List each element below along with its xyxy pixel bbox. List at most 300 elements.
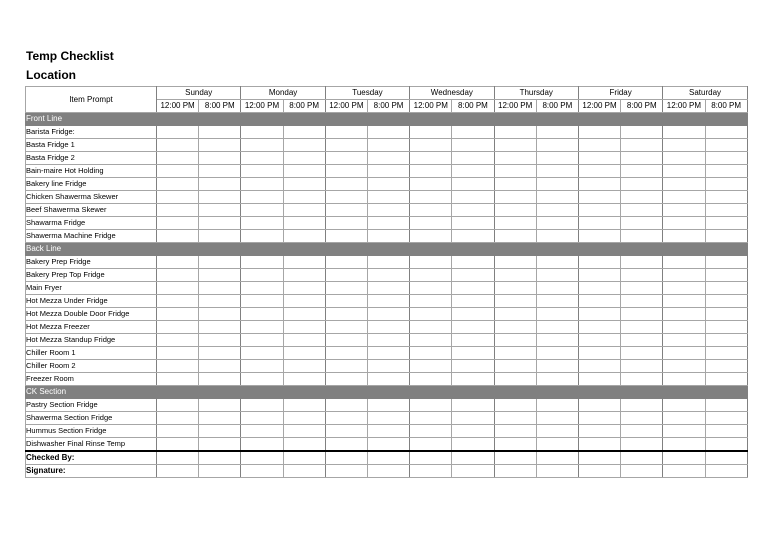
temp-entry-cell[interactable]: [199, 204, 241, 217]
temp-entry-cell[interactable]: [241, 425, 283, 438]
temp-entry-cell[interactable]: [621, 230, 663, 243]
temp-entry-cell[interactable]: [325, 308, 367, 321]
temp-entry-cell[interactable]: [367, 399, 409, 412]
temp-entry-cell[interactable]: [199, 347, 241, 360]
temp-entry-cell[interactable]: [367, 152, 409, 165]
temp-entry-cell[interactable]: [367, 230, 409, 243]
temp-entry-cell[interactable]: [621, 191, 663, 204]
temp-entry-cell[interactable]: [199, 321, 241, 334]
temp-entry-cell[interactable]: [536, 139, 578, 152]
temp-entry-cell[interactable]: [367, 347, 409, 360]
temp-entry-cell[interactable]: [241, 334, 283, 347]
temp-entry-cell[interactable]: [536, 451, 578, 465]
temp-entry-cell[interactable]: [325, 165, 367, 178]
temp-entry-cell[interactable]: [410, 412, 452, 425]
temp-entry-cell[interactable]: [621, 204, 663, 217]
temp-entry-cell[interactable]: [663, 191, 705, 204]
temp-entry-cell[interactable]: [578, 295, 620, 308]
temp-entry-cell[interactable]: [199, 308, 241, 321]
temp-entry-cell[interactable]: [283, 204, 325, 217]
temp-entry-cell[interactable]: [705, 178, 747, 191]
temp-entry-cell[interactable]: [494, 152, 536, 165]
temp-entry-cell[interactable]: [663, 425, 705, 438]
temp-entry-cell[interactable]: [410, 321, 452, 334]
temp-entry-cell[interactable]: [494, 451, 536, 465]
temp-entry-cell[interactable]: [663, 230, 705, 243]
temp-entry-cell[interactable]: [367, 321, 409, 334]
temp-entry-cell[interactable]: [199, 438, 241, 452]
temp-entry-cell[interactable]: [157, 152, 199, 165]
temp-entry-cell[interactable]: [536, 347, 578, 360]
temp-entry-cell[interactable]: [663, 204, 705, 217]
temp-entry-cell[interactable]: [536, 465, 578, 478]
temp-entry-cell[interactable]: [325, 412, 367, 425]
temp-entry-cell[interactable]: [452, 308, 494, 321]
temp-entry-cell[interactable]: [410, 360, 452, 373]
temp-entry-cell[interactable]: [494, 347, 536, 360]
temp-entry-cell[interactable]: [157, 360, 199, 373]
temp-entry-cell[interactable]: [494, 139, 536, 152]
temp-entry-cell[interactable]: [494, 282, 536, 295]
temp-entry-cell[interactable]: [410, 230, 452, 243]
temp-entry-cell[interactable]: [157, 373, 199, 386]
temp-entry-cell[interactable]: [410, 308, 452, 321]
temp-entry-cell[interactable]: [199, 360, 241, 373]
temp-entry-cell[interactable]: [578, 308, 620, 321]
temp-entry-cell[interactable]: [367, 412, 409, 425]
temp-entry-cell[interactable]: [367, 295, 409, 308]
temp-entry-cell[interactable]: [241, 412, 283, 425]
temp-entry-cell[interactable]: [325, 295, 367, 308]
temp-entry-cell[interactable]: [621, 412, 663, 425]
temp-entry-cell[interactable]: [578, 321, 620, 334]
temp-entry-cell[interactable]: [367, 425, 409, 438]
temp-entry-cell[interactable]: [621, 360, 663, 373]
temp-entry-cell[interactable]: [410, 399, 452, 412]
temp-entry-cell[interactable]: [157, 438, 199, 452]
temp-entry-cell[interactable]: [199, 230, 241, 243]
temp-entry-cell[interactable]: [663, 256, 705, 269]
temp-entry-cell[interactable]: [241, 165, 283, 178]
temp-entry-cell[interactable]: [410, 373, 452, 386]
temp-entry-cell[interactable]: [452, 360, 494, 373]
temp-entry-cell[interactable]: [705, 399, 747, 412]
temp-entry-cell[interactable]: [241, 360, 283, 373]
temp-entry-cell[interactable]: [325, 425, 367, 438]
temp-entry-cell[interactable]: [157, 126, 199, 139]
temp-entry-cell[interactable]: [578, 438, 620, 452]
temp-entry-cell[interactable]: [578, 360, 620, 373]
temp-entry-cell[interactable]: [705, 438, 747, 452]
temp-entry-cell[interactable]: [536, 256, 578, 269]
temp-entry-cell[interactable]: [705, 139, 747, 152]
temp-entry-cell[interactable]: [367, 451, 409, 465]
temp-entry-cell[interactable]: [536, 126, 578, 139]
temp-entry-cell[interactable]: [199, 451, 241, 465]
temp-entry-cell[interactable]: [157, 178, 199, 191]
temp-entry-cell[interactable]: [199, 126, 241, 139]
temp-entry-cell[interactable]: [536, 373, 578, 386]
temp-entry-cell[interactable]: [578, 126, 620, 139]
temp-entry-cell[interactable]: [199, 217, 241, 230]
temp-entry-cell[interactable]: [578, 334, 620, 347]
temp-entry-cell[interactable]: [325, 204, 367, 217]
temp-entry-cell[interactable]: [705, 412, 747, 425]
temp-entry-cell[interactable]: [410, 425, 452, 438]
temp-entry-cell[interactable]: [452, 465, 494, 478]
temp-entry-cell[interactable]: [578, 204, 620, 217]
temp-entry-cell[interactable]: [410, 347, 452, 360]
temp-entry-cell[interactable]: [199, 425, 241, 438]
temp-entry-cell[interactable]: [494, 360, 536, 373]
temp-entry-cell[interactable]: [705, 152, 747, 165]
temp-entry-cell[interactable]: [621, 126, 663, 139]
temp-entry-cell[interactable]: [663, 308, 705, 321]
temp-entry-cell[interactable]: [705, 451, 747, 465]
temp-entry-cell[interactable]: [452, 126, 494, 139]
temp-entry-cell[interactable]: [241, 178, 283, 191]
temp-entry-cell[interactable]: [494, 165, 536, 178]
temp-entry-cell[interactable]: [663, 465, 705, 478]
temp-entry-cell[interactable]: [452, 152, 494, 165]
temp-entry-cell[interactable]: [157, 451, 199, 465]
temp-entry-cell[interactable]: [578, 152, 620, 165]
temp-entry-cell[interactable]: [241, 347, 283, 360]
temp-entry-cell[interactable]: [241, 204, 283, 217]
temp-entry-cell[interactable]: [157, 308, 199, 321]
temp-entry-cell[interactable]: [452, 321, 494, 334]
temp-entry-cell[interactable]: [199, 295, 241, 308]
temp-entry-cell[interactable]: [367, 373, 409, 386]
temp-entry-cell[interactable]: [663, 412, 705, 425]
temp-entry-cell[interactable]: [452, 269, 494, 282]
temp-entry-cell[interactable]: [241, 308, 283, 321]
temp-entry-cell[interactable]: [325, 139, 367, 152]
temp-entry-cell[interactable]: [283, 139, 325, 152]
temp-entry-cell[interactable]: [494, 334, 536, 347]
temp-entry-cell[interactable]: [241, 230, 283, 243]
temp-entry-cell[interactable]: [241, 139, 283, 152]
temp-entry-cell[interactable]: [705, 217, 747, 230]
temp-entry-cell[interactable]: [705, 373, 747, 386]
temp-entry-cell[interactable]: [452, 399, 494, 412]
temp-entry-cell[interactable]: [157, 269, 199, 282]
temp-entry-cell[interactable]: [578, 399, 620, 412]
temp-entry-cell[interactable]: [241, 126, 283, 139]
temp-entry-cell[interactable]: [367, 256, 409, 269]
temp-entry-cell[interactable]: [410, 165, 452, 178]
temp-entry-cell[interactable]: [705, 295, 747, 308]
temp-entry-cell[interactable]: [452, 425, 494, 438]
temp-entry-cell[interactable]: [494, 321, 536, 334]
temp-entry-cell[interactable]: [283, 126, 325, 139]
temp-entry-cell[interactable]: [199, 269, 241, 282]
temp-entry-cell[interactable]: [283, 334, 325, 347]
temp-entry-cell[interactable]: [621, 321, 663, 334]
temp-entry-cell[interactable]: [410, 126, 452, 139]
temp-entry-cell[interactable]: [494, 269, 536, 282]
temp-entry-cell[interactable]: [325, 465, 367, 478]
temp-entry-cell[interactable]: [705, 425, 747, 438]
temp-entry-cell[interactable]: [621, 334, 663, 347]
temp-entry-cell[interactable]: [199, 334, 241, 347]
temp-entry-cell[interactable]: [325, 152, 367, 165]
temp-entry-cell[interactable]: [536, 178, 578, 191]
temp-entry-cell[interactable]: [621, 295, 663, 308]
temp-entry-cell[interactable]: [536, 217, 578, 230]
temp-entry-cell[interactable]: [494, 438, 536, 452]
temp-entry-cell[interactable]: [325, 334, 367, 347]
temp-entry-cell[interactable]: [494, 256, 536, 269]
temp-entry-cell[interactable]: [494, 230, 536, 243]
temp-entry-cell[interactable]: [663, 152, 705, 165]
temp-entry-cell[interactable]: [452, 334, 494, 347]
temp-entry-cell[interactable]: [536, 308, 578, 321]
temp-entry-cell[interactable]: [705, 126, 747, 139]
temp-entry-cell[interactable]: [283, 425, 325, 438]
temp-entry-cell[interactable]: [157, 425, 199, 438]
temp-entry-cell[interactable]: [157, 321, 199, 334]
temp-entry-cell[interactable]: [705, 191, 747, 204]
temp-entry-cell[interactable]: [325, 178, 367, 191]
temp-entry-cell[interactable]: [578, 139, 620, 152]
temp-entry-cell[interactable]: [663, 373, 705, 386]
temp-entry-cell[interactable]: [241, 191, 283, 204]
temp-entry-cell[interactable]: [367, 139, 409, 152]
temp-entry-cell[interactable]: [325, 191, 367, 204]
temp-entry-cell[interactable]: [283, 217, 325, 230]
temp-entry-cell[interactable]: [199, 465, 241, 478]
temp-entry-cell[interactable]: [536, 438, 578, 452]
temp-entry-cell[interactable]: [621, 308, 663, 321]
temp-entry-cell[interactable]: [705, 269, 747, 282]
temp-entry-cell[interactable]: [663, 451, 705, 465]
temp-entry-cell[interactable]: [578, 282, 620, 295]
temp-entry-cell[interactable]: [283, 438, 325, 452]
temp-entry-cell[interactable]: [578, 217, 620, 230]
temp-entry-cell[interactable]: [199, 282, 241, 295]
temp-entry-cell[interactable]: [621, 256, 663, 269]
temp-entry-cell[interactable]: [367, 178, 409, 191]
temp-entry-cell[interactable]: [663, 347, 705, 360]
temp-entry-cell[interactable]: [705, 321, 747, 334]
temp-entry-cell[interactable]: [536, 230, 578, 243]
temp-entry-cell[interactable]: [367, 282, 409, 295]
temp-entry-cell[interactable]: [157, 347, 199, 360]
temp-entry-cell[interactable]: [452, 230, 494, 243]
temp-entry-cell[interactable]: [663, 217, 705, 230]
temp-entry-cell[interactable]: [283, 165, 325, 178]
temp-entry-cell[interactable]: [494, 425, 536, 438]
temp-entry-cell[interactable]: [494, 399, 536, 412]
temp-entry-cell[interactable]: [367, 360, 409, 373]
temp-entry-cell[interactable]: [157, 465, 199, 478]
temp-entry-cell[interactable]: [621, 269, 663, 282]
temp-entry-cell[interactable]: [241, 256, 283, 269]
temp-entry-cell[interactable]: [199, 152, 241, 165]
temp-entry-cell[interactable]: [410, 191, 452, 204]
temp-entry-cell[interactable]: [663, 139, 705, 152]
temp-entry-cell[interactable]: [621, 217, 663, 230]
temp-entry-cell[interactable]: [536, 191, 578, 204]
temp-entry-cell[interactable]: [283, 152, 325, 165]
temp-entry-cell[interactable]: [325, 230, 367, 243]
temp-entry-cell[interactable]: [452, 217, 494, 230]
temp-entry-cell[interactable]: [283, 373, 325, 386]
temp-entry-cell[interactable]: [663, 438, 705, 452]
temp-entry-cell[interactable]: [283, 465, 325, 478]
temp-entry-cell[interactable]: [241, 399, 283, 412]
temp-entry-cell[interactable]: [199, 412, 241, 425]
temp-entry-cell[interactable]: [241, 373, 283, 386]
temp-entry-cell[interactable]: [705, 360, 747, 373]
temp-entry-cell[interactable]: [494, 178, 536, 191]
temp-entry-cell[interactable]: [452, 191, 494, 204]
temp-entry-cell[interactable]: [705, 334, 747, 347]
temp-entry-cell[interactable]: [621, 152, 663, 165]
temp-entry-cell[interactable]: [367, 334, 409, 347]
temp-entry-cell[interactable]: [621, 347, 663, 360]
temp-entry-cell[interactable]: [578, 230, 620, 243]
temp-entry-cell[interactable]: [452, 204, 494, 217]
temp-entry-cell[interactable]: [283, 412, 325, 425]
temp-entry-cell[interactable]: [283, 399, 325, 412]
temp-entry-cell[interactable]: [536, 269, 578, 282]
temp-entry-cell[interactable]: [283, 360, 325, 373]
temp-entry-cell[interactable]: [452, 347, 494, 360]
temp-entry-cell[interactable]: [578, 165, 620, 178]
temp-entry-cell[interactable]: [157, 230, 199, 243]
temp-entry-cell[interactable]: [325, 438, 367, 452]
temp-entry-cell[interactable]: [663, 126, 705, 139]
temp-entry-cell[interactable]: [325, 451, 367, 465]
temp-entry-cell[interactable]: [536, 425, 578, 438]
temp-entry-cell[interactable]: [157, 256, 199, 269]
temp-entry-cell[interactable]: [705, 282, 747, 295]
temp-entry-cell[interactable]: [157, 282, 199, 295]
temp-entry-cell[interactable]: [452, 295, 494, 308]
temp-entry-cell[interactable]: [452, 178, 494, 191]
temp-entry-cell[interactable]: [452, 412, 494, 425]
temp-entry-cell[interactable]: [410, 438, 452, 452]
temp-entry-cell[interactable]: [494, 295, 536, 308]
temp-entry-cell[interactable]: [536, 165, 578, 178]
temp-entry-cell[interactable]: [452, 373, 494, 386]
temp-entry-cell[interactable]: [621, 438, 663, 452]
temp-entry-cell[interactable]: [663, 399, 705, 412]
temp-entry-cell[interactable]: [325, 321, 367, 334]
temp-entry-cell[interactable]: [241, 217, 283, 230]
temp-entry-cell[interactable]: [283, 451, 325, 465]
temp-entry-cell[interactable]: [621, 399, 663, 412]
temp-entry-cell[interactable]: [705, 256, 747, 269]
temp-entry-cell[interactable]: [494, 126, 536, 139]
temp-entry-cell[interactable]: [410, 282, 452, 295]
temp-entry-cell[interactable]: [157, 399, 199, 412]
temp-entry-cell[interactable]: [494, 465, 536, 478]
temp-entry-cell[interactable]: [663, 282, 705, 295]
temp-entry-cell[interactable]: [705, 465, 747, 478]
temp-entry-cell[interactable]: [325, 399, 367, 412]
temp-entry-cell[interactable]: [199, 399, 241, 412]
temp-entry-cell[interactable]: [367, 217, 409, 230]
temp-entry-cell[interactable]: [536, 282, 578, 295]
temp-entry-cell[interactable]: [367, 269, 409, 282]
temp-entry-cell[interactable]: [536, 152, 578, 165]
temp-entry-cell[interactable]: [157, 295, 199, 308]
temp-entry-cell[interactable]: [157, 217, 199, 230]
temp-entry-cell[interactable]: [199, 165, 241, 178]
temp-entry-cell[interactable]: [241, 451, 283, 465]
temp-entry-cell[interactable]: [325, 269, 367, 282]
temp-entry-cell[interactable]: [325, 126, 367, 139]
temp-entry-cell[interactable]: [536, 399, 578, 412]
temp-entry-cell[interactable]: [578, 425, 620, 438]
temp-entry-cell[interactable]: [283, 282, 325, 295]
temp-entry-cell[interactable]: [410, 139, 452, 152]
temp-entry-cell[interactable]: [452, 165, 494, 178]
temp-entry-cell[interactable]: [283, 256, 325, 269]
temp-entry-cell[interactable]: [494, 373, 536, 386]
temp-entry-cell[interactable]: [241, 269, 283, 282]
temp-entry-cell[interactable]: [536, 334, 578, 347]
temp-entry-cell[interactable]: [494, 412, 536, 425]
temp-entry-cell[interactable]: [452, 451, 494, 465]
temp-entry-cell[interactable]: [621, 139, 663, 152]
temp-entry-cell[interactable]: [241, 465, 283, 478]
temp-entry-cell[interactable]: [621, 425, 663, 438]
temp-entry-cell[interactable]: [494, 204, 536, 217]
temp-entry-cell[interactable]: [663, 269, 705, 282]
temp-entry-cell[interactable]: [494, 308, 536, 321]
temp-entry-cell[interactable]: [663, 295, 705, 308]
temp-entry-cell[interactable]: [325, 217, 367, 230]
temp-entry-cell[interactable]: [578, 373, 620, 386]
temp-entry-cell[interactable]: [325, 282, 367, 295]
temp-entry-cell[interactable]: [452, 438, 494, 452]
temp-entry-cell[interactable]: [705, 308, 747, 321]
temp-entry-cell[interactable]: [241, 282, 283, 295]
temp-entry-cell[interactable]: [621, 465, 663, 478]
temp-entry-cell[interactable]: [199, 191, 241, 204]
temp-entry-cell[interactable]: [578, 269, 620, 282]
temp-entry-cell[interactable]: [410, 178, 452, 191]
temp-entry-cell[interactable]: [410, 269, 452, 282]
temp-entry-cell[interactable]: [536, 360, 578, 373]
temp-entry-cell[interactable]: [705, 204, 747, 217]
temp-entry-cell[interactable]: [536, 204, 578, 217]
temp-entry-cell[interactable]: [452, 139, 494, 152]
temp-entry-cell[interactable]: [705, 230, 747, 243]
temp-entry-cell[interactable]: [283, 347, 325, 360]
temp-entry-cell[interactable]: [663, 321, 705, 334]
temp-entry-cell[interactable]: [410, 451, 452, 465]
temp-entry-cell[interactable]: [663, 178, 705, 191]
temp-entry-cell[interactable]: [621, 165, 663, 178]
temp-entry-cell[interactable]: [410, 295, 452, 308]
temp-entry-cell[interactable]: [705, 165, 747, 178]
temp-entry-cell[interactable]: [199, 373, 241, 386]
temp-entry-cell[interactable]: [663, 165, 705, 178]
temp-entry-cell[interactable]: [536, 321, 578, 334]
temp-entry-cell[interactable]: [536, 412, 578, 425]
temp-entry-cell[interactable]: [367, 165, 409, 178]
temp-entry-cell[interactable]: [199, 178, 241, 191]
temp-entry-cell[interactable]: [410, 204, 452, 217]
temp-entry-cell[interactable]: [325, 347, 367, 360]
temp-entry-cell[interactable]: [325, 256, 367, 269]
temp-entry-cell[interactable]: [199, 256, 241, 269]
